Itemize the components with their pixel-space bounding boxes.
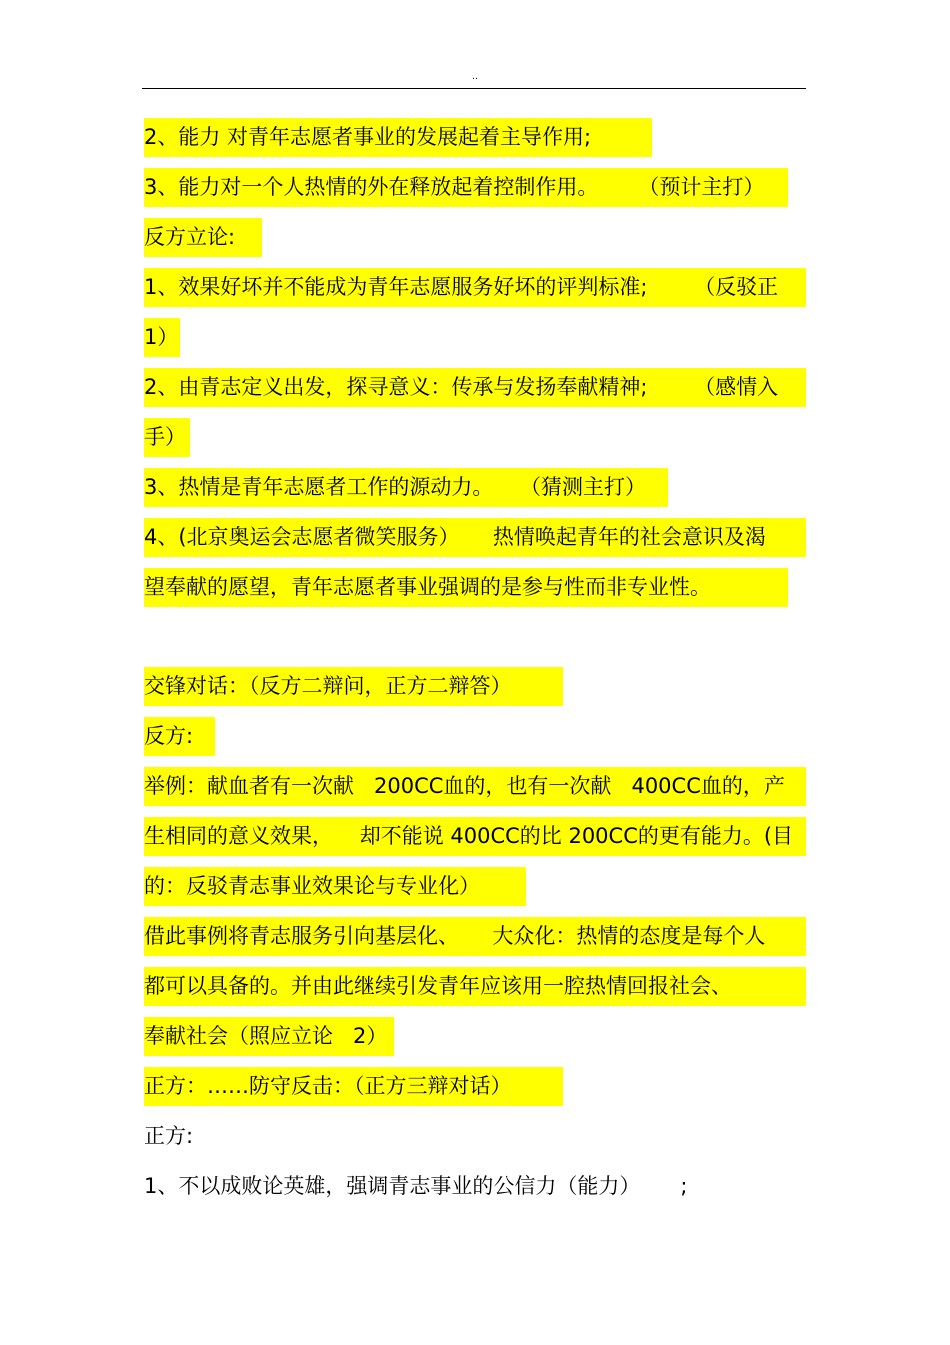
- text-line: 1）: [144, 318, 180, 357]
- text-line: 1、不以成败论英雄，强调青志事业的公信力（能力） ;: [144, 1174, 688, 1198]
- text-line: 奉献社会（照应立论 2）: [144, 1017, 394, 1056]
- text-line: 3、热情是青年志愿者工作的源动力。 （猜测主打）: [144, 468, 668, 507]
- text-line: 举例：献血者有一次献 200CC血的，也有一次献 400CC血的，产: [144, 767, 806, 806]
- text-line: 借此事例将青志服务引向基层化、 大众化：热情的态度是每个人: [144, 917, 806, 956]
- text-line: 望奉献的愿望，青年志愿者事业强调的是参与性而非专业性。: [144, 568, 788, 607]
- text-line: 正方:: [144, 1124, 194, 1148]
- text-line: 4、(北京奥运会志愿者微笑服务） 热情唤起青年的社会意识及渴: [144, 518, 806, 557]
- header-rule: [142, 88, 806, 89]
- text-line: 手）: [144, 418, 190, 457]
- text-line: 交锋对话：（反方二辩问，正方二辩答）: [144, 667, 563, 706]
- text-line: 2、能力 对青年志愿者事业的发展起着主导作用;: [144, 118, 652, 157]
- text-line: 生相同的意义效果， 却不能说 400CC的比 200CC的更有能力。(目: [144, 817, 806, 856]
- text-line: 反方立论:: [144, 218, 262, 257]
- text-line: 正方：……防守反击：（正方三辩对话）: [144, 1067, 563, 1106]
- text-line: 都可以具备的。并由此继续引发青年应该用一腔热情回报社会、: [144, 967, 806, 1006]
- text-line: 3、能力对一个人热情的外在释放起着控制作用。 （预计主打）: [144, 168, 788, 207]
- text-line: 反方:: [144, 717, 215, 756]
- text-line: 1、效果好坏并不能成为青年志愿服务好坏的评判标准; （反驳正: [144, 268, 806, 307]
- header-mark: ..: [472, 72, 478, 82]
- text-line: 2、由青志定义出发，探寻意义：传承与发扬奉献精神; （感情入: [144, 368, 806, 407]
- text-line: 的：反驳青志事业效果论与专业化）: [144, 867, 526, 906]
